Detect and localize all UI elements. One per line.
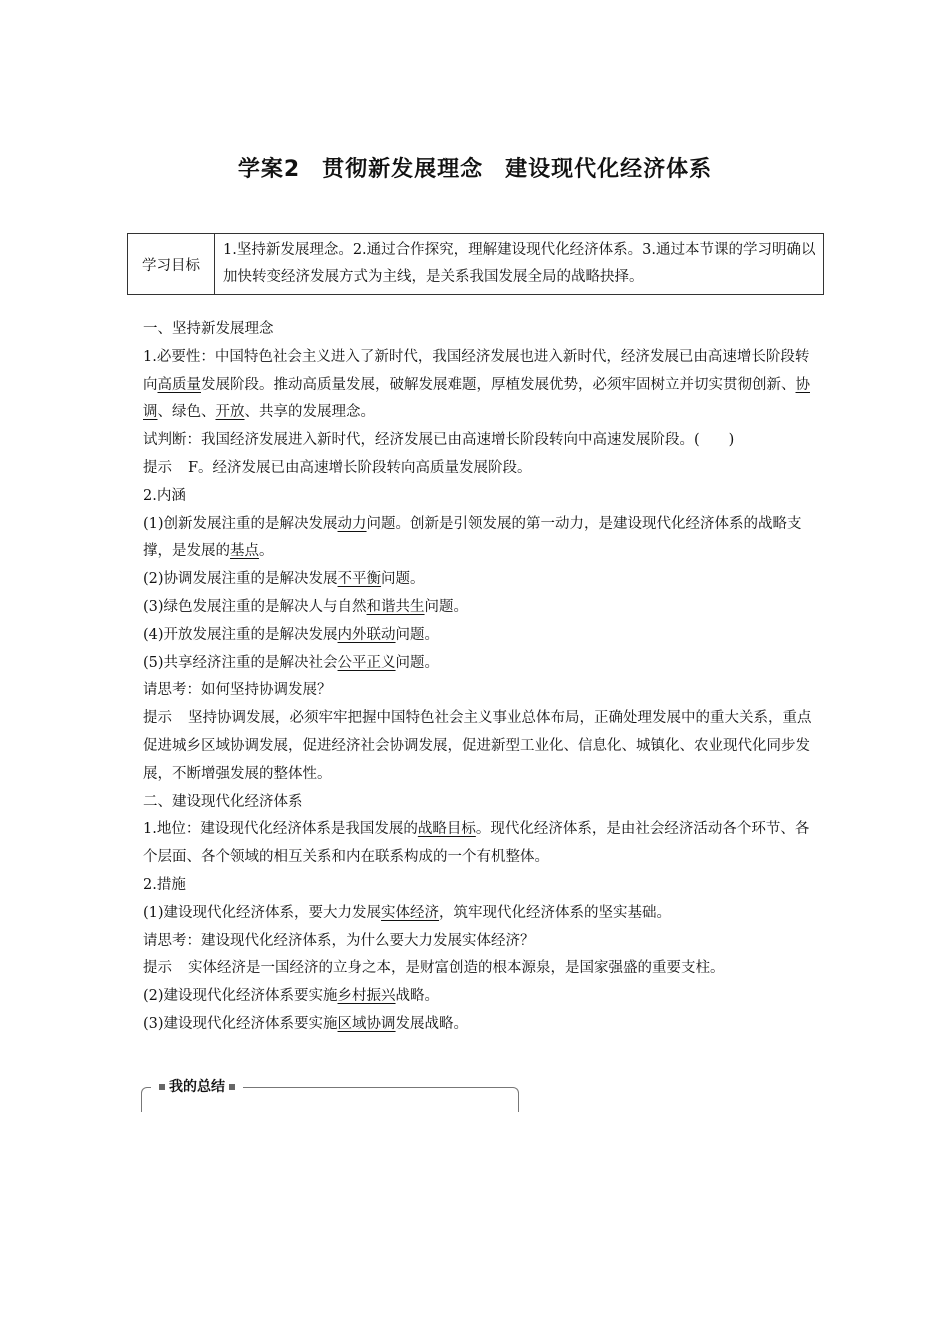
judge-question: 试判断：我国经济发展进入新时代，经济发展已由高速增长阶段转向中高速发展阶段。( ) [143, 432, 735, 449]
connotation-item-5 [143, 650, 818, 678]
text-span: 发展阶段。推动高质量发展，破解发展难题，厚植发展优势，必须牢固树立并切实贯彻创新、 [201, 376, 796, 393]
text-span: 问题。 [395, 654, 440, 671]
underlined-term: 不平衡 [337, 571, 382, 588]
text-span: 1.必要性：中国特色社会主义进入了新时代，我国经济发展也进入新时代，经济发展已由高速增长阶段转向 [143, 348, 810, 393]
text-span: (5)共享经济注重的是解决社会 [143, 654, 338, 671]
text-span: 问题。 [424, 598, 469, 615]
text-span: 问题。创新是引领发展的第一动力，是建设现代化经济体系的战略支撑，是发展的 [143, 515, 802, 560]
hint-text: F。经济发展已由高速增长阶段转向高质量发展阶段。 [188, 459, 532, 476]
underlined-term: 和谐共生 [366, 598, 425, 615]
hint-paragraph [143, 955, 818, 983]
measure-item-3 [143, 1011, 818, 1039]
learning-goals-table [127, 233, 824, 295]
text-span: (2)协调发展注重的是解决发展 [143, 571, 338, 588]
title-part1: 学案2 [237, 157, 301, 182]
text-span: 。 [259, 543, 274, 560]
learning-goals-content: 1.坚持新发展理念。2.通过合作探究，理解建设现代化经济体系。3.通过本节课的学习明确以加快转变经济发展方式为主线，是关系我国发展全局的战略抉择。 [215, 234, 824, 295]
underlined-term: 实体经济 [381, 904, 440, 921]
hint-text: 坚持协调发展，必须牢牢把握中国特色社会主义事业总体布局，正确处理发展中的重大关系，重点促进城乡区域协调发展，促进经济社会协调发展，促进新型工业化、信息化、城镇化、农业现代化同步发展，不断增强发展的整体性。 [143, 710, 812, 782]
connotation-item-4 [143, 622, 818, 650]
necessity-paragraph [143, 344, 818, 427]
underlined-term: 内外联动 [337, 626, 396, 643]
summary-label: 我的总结 [169, 1079, 225, 1095]
text-span: (3)建设现代化经济体系要实施 [143, 1015, 338, 1032]
text-span: 发展战略。 [395, 1015, 469, 1032]
text-span: (2)建设现代化经济体系要实施 [143, 988, 338, 1005]
hint-label: 提示 [143, 710, 172, 727]
section2-heading: 二、建设现代化经济体系 [143, 793, 303, 810]
text-span: (4)开放发展注重的是解决发展 [143, 626, 338, 643]
text-span: 问题。 [381, 571, 425, 588]
title-part3: 建设现代化经济体系 [505, 157, 713, 182]
connotation-heading: 2.内涵 [143, 487, 186, 504]
text-span: (1)建设现代化经济体系，要大力发展 [143, 904, 382, 921]
text-span: (3)绿色发展注重的是解决人与自然 [143, 598, 367, 615]
connotation-item-2 [143, 566, 818, 594]
text-span: 1.地位：建设现代化经济体系是我国发展的 [143, 821, 418, 838]
learning-goals-label: 学习目标 [128, 234, 215, 295]
connotation-item-1 [143, 511, 818, 567]
square-bullet-icon [229, 1084, 235, 1090]
hint-paragraph [143, 455, 818, 483]
think-question: 请思考：建设现代化经济体系，为什么要大力发展实体经济？ [143, 932, 535, 949]
position-paragraph [143, 816, 818, 872]
text-span: (1)创新发展注重的是解决发展 [143, 515, 338, 532]
section1-heading: 一、坚持新发展理念 [143, 321, 274, 337]
underlined-term: 基点 [230, 543, 259, 560]
underlined-term: 乡村振兴 [337, 988, 396, 1005]
underlined-term: 战略目标 [417, 821, 476, 838]
measure-item-2 [143, 983, 818, 1011]
hint-label: 提示 [143, 459, 172, 476]
underlined-term: 高质量 [157, 376, 201, 393]
title-part2: 贯彻新发展理念 [322, 157, 484, 182]
underlined-term: 区域协调 [337, 1015, 396, 1032]
summary-box [141, 1077, 519, 1107]
summary-tag [151, 1077, 243, 1097]
text-span: 。现代化经济体系，是由社会经济活动各个环节、各个层面、各个领域的相互关系和内在联系构成的一个有机整体。 [143, 821, 810, 866]
hint-text: 实体经济是一国经济的立身之本，是财富创造的根本源泉，是国家强盛的重要支柱。 [188, 960, 725, 977]
underlined-term: 协调 [143, 376, 810, 421]
square-bullet-icon [159, 1084, 165, 1090]
think-question: 请思考：如何坚持协调发展？ [143, 682, 332, 699]
hint-paragraph [143, 705, 818, 788]
measure-item-1 [143, 900, 818, 928]
hint-label: 提示 [143, 960, 172, 977]
connotation-item-3 [143, 594, 818, 622]
underlined-term: 动力 [337, 515, 367, 532]
text-span: 、绿色、 [157, 404, 216, 421]
page-title [0, 152, 950, 183]
measures-heading: 2.措施 [143, 876, 186, 893]
underlined-term: 开放 [215, 404, 245, 421]
text-span: ，筑牢现代化经济体系的坚实基础。 [439, 904, 672, 921]
document-body [143, 316, 818, 1039]
text-span: 、共享的发展理念。 [244, 404, 375, 421]
text-span: 战略。 [395, 988, 440, 1005]
underlined-term: 公平正义 [337, 654, 396, 671]
text-span: 问题。 [395, 626, 440, 643]
